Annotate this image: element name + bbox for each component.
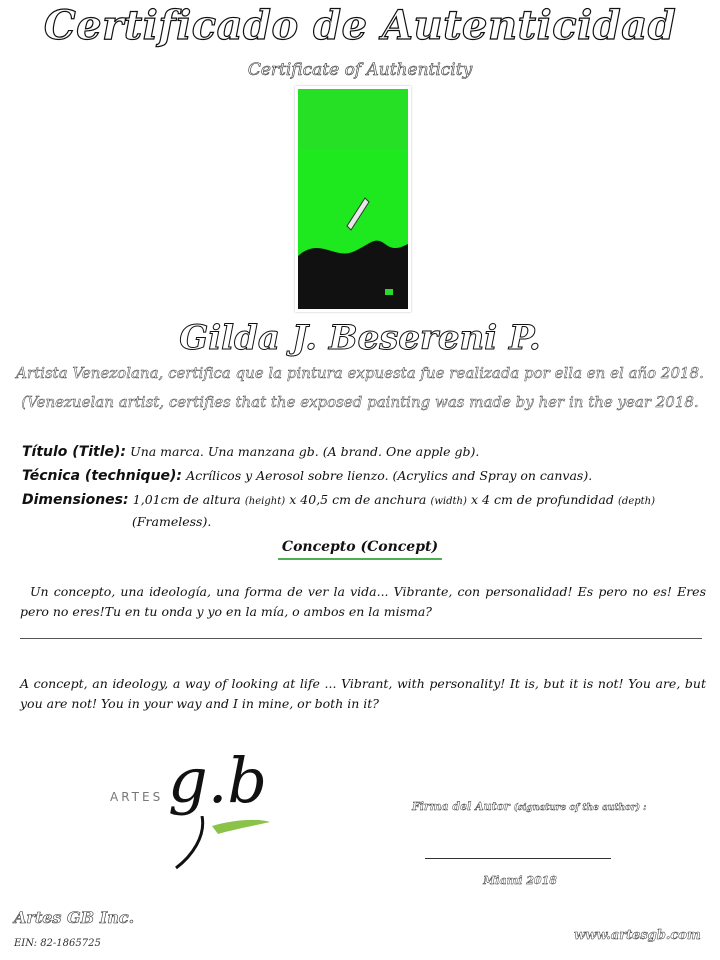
website-link[interactable]: www.artesgb.com	[574, 928, 701, 943]
signature-label-es: Firma del Autor	[412, 800, 510, 813]
logo-word: ARTES	[110, 790, 164, 804]
dimension-width: x 40,5 cm de anchura	[289, 492, 427, 507]
dimension-depth: x 4 cm de profundidad	[471, 492, 614, 507]
divider-line	[20, 638, 702, 639]
technique-label: Técnica (technique):	[22, 468, 183, 484]
artist-name: Gilda J. Besereni P.	[179, 318, 541, 358]
signature-label-en: (signature of the author) :	[513, 803, 647, 813]
concept-heading-text: Concepto (Concept)	[278, 539, 442, 560]
title-value: Una marca. Una manzana gb. (A brand. One apple gb).	[130, 444, 480, 459]
dimensions-row	[22, 488, 712, 513]
logo-swash-icon	[172, 816, 272, 872]
painting-artwork	[295, 86, 411, 312]
artist-statement-es: Artista Venezolana, certifica que la pintura expuesta fue realizada por ella en el año 2018.	[16, 364, 704, 382]
concept-heading	[0, 536, 720, 560]
dimension-height-en: (height)	[244, 496, 286, 507]
painting-signature-mark	[385, 289, 393, 295]
company-name: Artes GB Inc.	[14, 908, 135, 927]
frameless-note: (Frameless).	[132, 514, 212, 529]
title-label: Título (Title):	[22, 444, 127, 460]
dimension-height: 1,01cm de altura	[132, 492, 241, 507]
artwork-details	[22, 440, 712, 531]
certificate-title: Certificado de Autenticidad	[43, 2, 677, 49]
artist-statement-en: (Venezuelan artist, certifies that the exposed painting was made by her in the year 2018.	[21, 393, 699, 411]
technique-value: Acrílicos y Aerosol sobre lienzo. (Acrylics and Spray on canvas).	[186, 468, 593, 483]
concept-text-es: Un concepto, una ideología, una forma de ver la vida... Vibrante, con personalidad! Es pero no es! Eres pero no eres!Tu en tu onda y yo en la mía, o ambos en la misma?	[20, 584, 706, 619]
artes-gb-logo	[110, 742, 300, 872]
dimensions-label: Dimensiones:	[22, 492, 129, 508]
technique-row	[22, 464, 712, 488]
signature-label	[412, 800, 647, 813]
dimension-width-en: (width)	[430, 496, 467, 507]
title-row	[22, 440, 712, 464]
concept-text-en: A concept, an ideology, a way of looking at life ... Vibrant, with personality! It is, but it is not! You are, but you are not! You in your way and I in mine, or both in it?	[20, 676, 706, 711]
logo-mark: g.b	[168, 744, 268, 817]
dimension-depth-en: (depth)	[618, 496, 655, 507]
company-ein: EIN: 82-1865725	[14, 938, 101, 949]
signature-place-date: Miami 2018	[483, 874, 557, 887]
signature-line	[425, 858, 611, 859]
certificate-subtitle: Certificate of Authenticity	[247, 60, 473, 80]
painting-image	[295, 86, 411, 312]
